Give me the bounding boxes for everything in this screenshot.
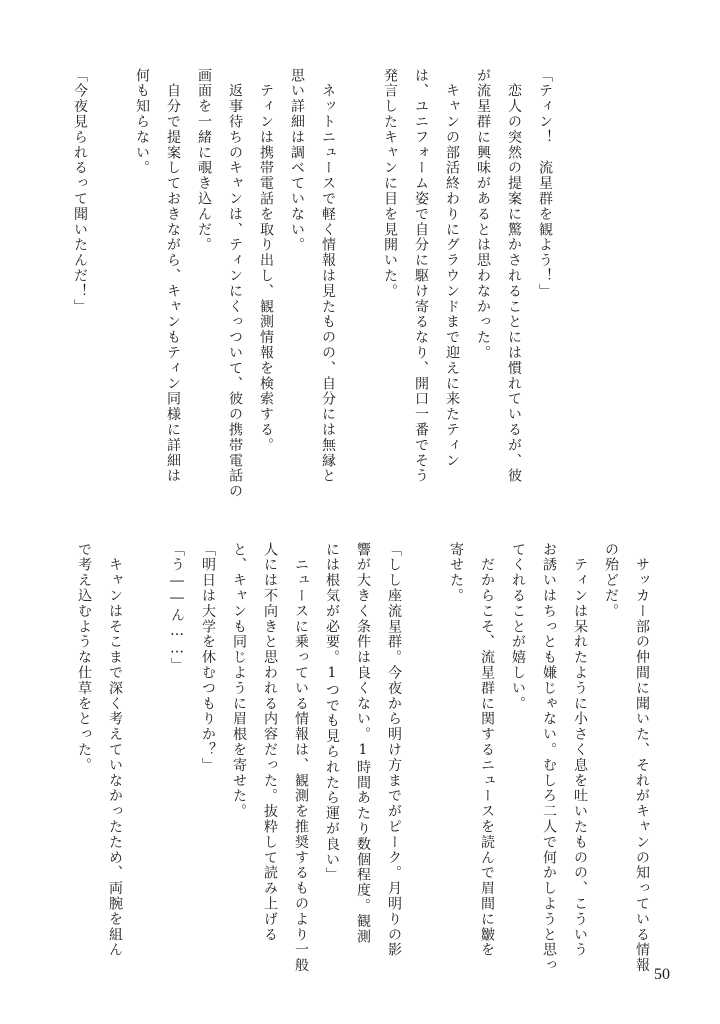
- text-block-lower: サッカー部の仲間に聞いた、それがキャンの知っている情報 の殆どだ。 ティンは呆れたように小さく息を吐いたものの、こういう お誘いはちっとも嫌じゃない。むしろ二人で何かしようと思っ てくれることが嬉しい。 だからこそ、流星群に関するニュースを読んで眉間に皺を 寄せた。 「しし座流星群。今夜から明け方までがピーク。月明りの影 響が大きく条件は良くない。1時間あたり数個程度。観測 には根気が必要。1つでも見られたら運が良い」 ニュースに乗っている情報は、観測を推奨するものより一般 人には不向きと思われる内容だった。抜粋して読み上げる と、キャンも同じように眉根を寄せた。 「明日は大学を休むつもりか？」 「う――ん……」 キャンはそこまで深く考えていなかったため、両腕を組ん で考え込むような仕草をとった。: [76, 542, 650, 974]
- text-block-upper: 「ティン！ 流星群を観よう！」 恋人の突然の提案に驚かされることには慣れているが、彼 が流星群に興味があるとは思わなかった。 キャンの部活終わりにグラウンドまで迎えに来たティン は、ユニフォーム姿で自分に駆け寄るなり、開口一番でそう 発言したキャンに目を見開いた。 ネットニュースで軽く情報は見たものの、自分には無縁と 思い詳細は調べていない。 ティンは携帯電話を取り出し、観測情報を検索する。 返事待ちのキャンは、ティンにくっついて、彼の携帯電話の 画面を一緒に覗き込んだ。 自分で提案しておきながら、キャンもティン同様に詳細は 何も知らない。 「今夜見られるって聞いたんだ！」: [72, 68, 553, 500]
- page-number: 50: [654, 966, 670, 983]
